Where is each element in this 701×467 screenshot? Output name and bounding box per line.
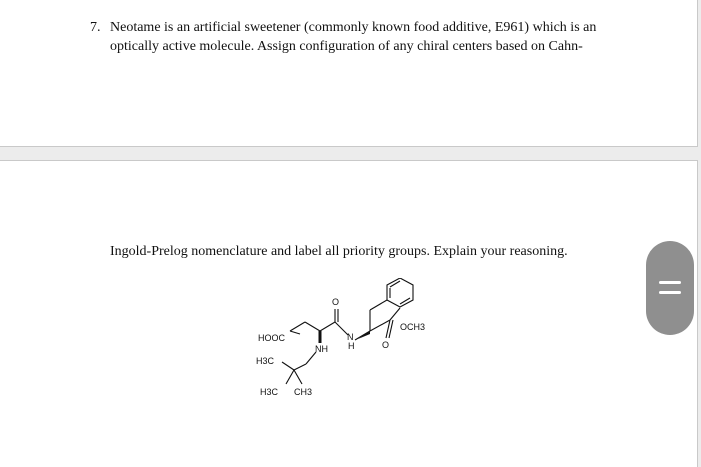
question-text-line-3: Ingold-Prelog nomenclature and label all priority groups. Explain your reasoning. (110, 244, 568, 259)
question-text-line-2: optically active molecule. Assign configuration of any chiral centers based on Cahn- (110, 39, 583, 54)
label-h: H (348, 341, 355, 351)
label-o-top: O (332, 297, 340, 307)
label-h3c-bottom: H3C (260, 387, 279, 397)
neotame-structure (230, 278, 470, 428)
grip-line-icon (659, 291, 681, 294)
label-nh: NH (315, 344, 328, 354)
page-top (0, 0, 698, 147)
scroll-handle[interactable] (646, 241, 694, 335)
page-bottom (0, 160, 698, 467)
grip-line-icon (659, 281, 681, 284)
question-text-line-1: Neotame is an artificial sweetener (commonly known food additive, E961) which is an (110, 20, 597, 35)
question-number: 7. (90, 20, 101, 35)
label-ch3: CH3 (294, 387, 313, 397)
label-o-bottom: O (382, 340, 390, 350)
phenyl-ring (387, 278, 413, 307)
label-h3c-left: H3C (256, 356, 275, 366)
wedge-bond (358, 331, 370, 339)
label-och3: OCH3 (400, 322, 426, 332)
label-hooc: HOOC (258, 333, 285, 343)
label-n: N (347, 332, 354, 342)
